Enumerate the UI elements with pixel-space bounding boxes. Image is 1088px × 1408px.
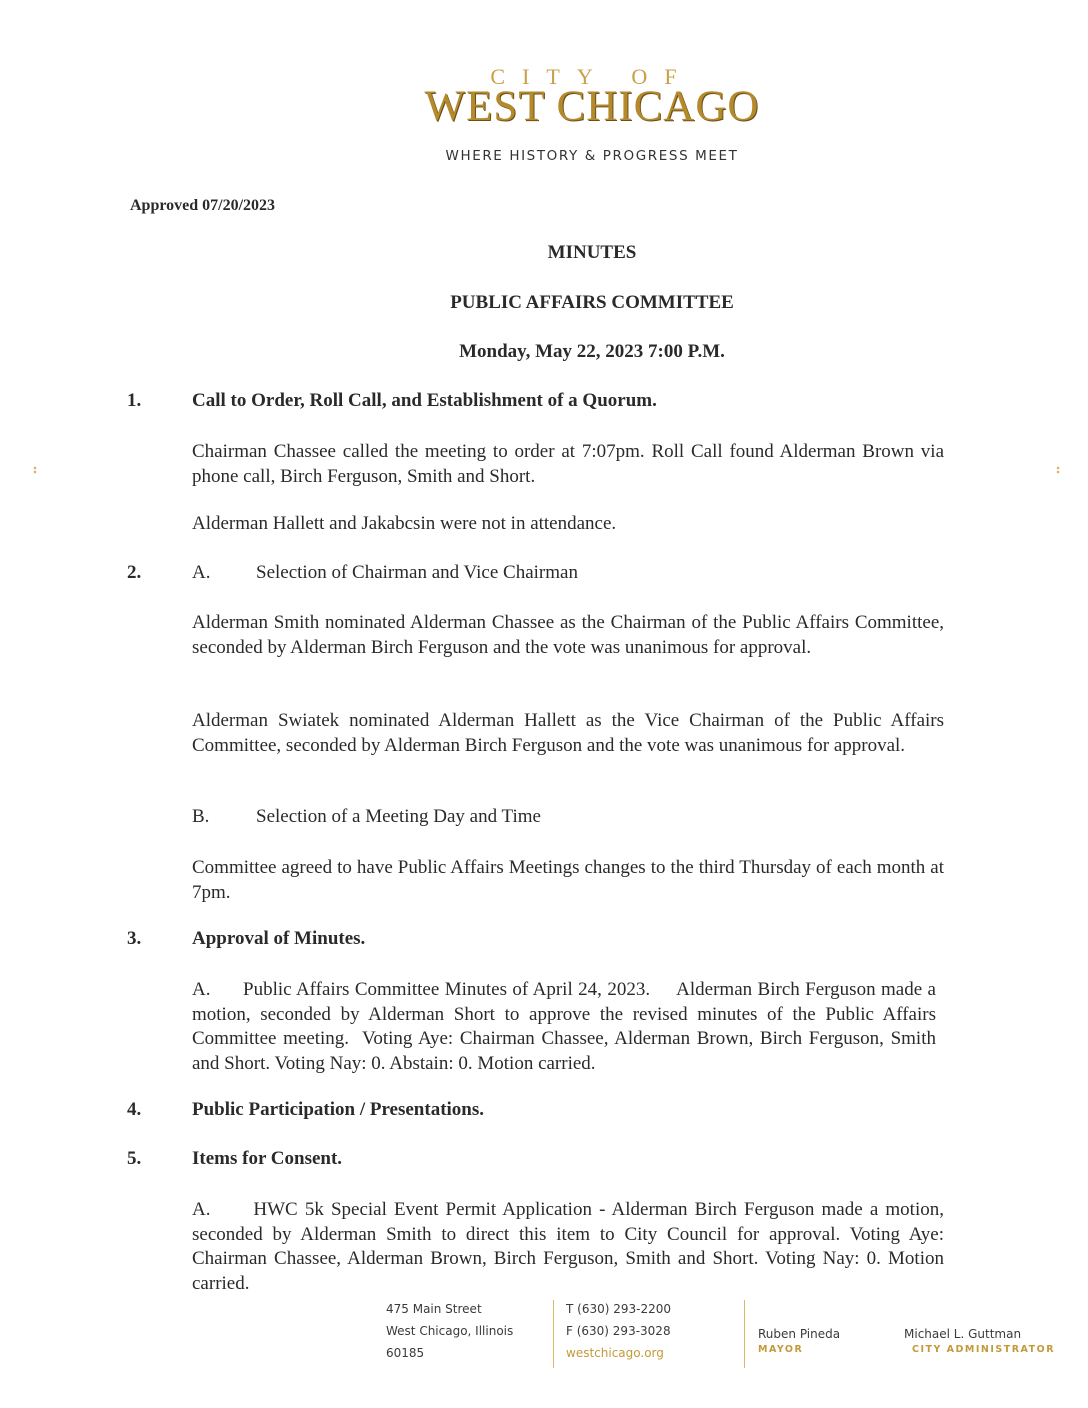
committee-name: PUBLIC AFFAIRS COMMITTEE: [450, 292, 734, 313]
approval-date: Approved 07/20/2023: [130, 197, 276, 214]
margin-marker-right: [1056, 466, 1060, 474]
letterhead-city-of: CITY OF: [490, 64, 694, 89]
section-5-number: 5.: [127, 1148, 142, 1169]
section-2a-paragraph: Alderman Smith nominated Alderman Chassee as the Chairman of the Public Affairs Committee, seconded by Alderman Birch Ferguson and the vote was unanimous for approval.: [192, 612, 944, 658]
footer-address: [386, 1298, 513, 1364]
section-1-paragraph: Alderman Hallett and Jakabcsin were not in attendance.: [192, 513, 617, 534]
section-3-heading: Approval of Minutes.: [192, 928, 366, 949]
footer-mayor: [758, 1326, 840, 1358]
administrator-name: Michael L. Guttman: [904, 1327, 1022, 1341]
administrator-title: CITY ADMINISTRATOR: [912, 1344, 1056, 1355]
footer-city: West Chicago, Illinois: [386, 1324, 514, 1338]
section-3-number: 3.: [127, 928, 142, 949]
section-1-paragraph: Chairman Chassee called the meeting to order at 7:07pm. Roll Call found Alderman Brown via phone call, Birch Ferguson, Smith and Short.: [192, 441, 944, 487]
letterhead-city-name: WEST CHICAGO: [424, 83, 760, 130]
footer-fax: F (630) 293-3028: [566, 1324, 671, 1338]
mayor-title: MAYOR: [758, 1344, 804, 1355]
section-1-number: 1.: [127, 390, 142, 411]
section-5-heading: Items for Consent.: [192, 1148, 343, 1169]
footer-website-link[interactable]: westchicago.org: [566, 1346, 664, 1360]
section-3-item: A. Public Affairs Committee Minutes of April 24, 2023. Alderman Birch Ferguson made a motion, seconded by Alderman Short to approve the revised minutes of the Public Affairs Committee meeting. Voting Aye: Chairman Chassee, Alderman Brown, Birch Ferguson, Smith and Short. Voting Nay: 0. Abstain: 0. Motion carried.: [192, 979, 941, 1074]
footer-contact: [566, 1298, 671, 1364]
footer-divider: [744, 1300, 745, 1368]
footer-zip: 60185: [386, 1346, 425, 1360]
document-title: MINUTES: [547, 242, 637, 263]
section-5-item: A. HWC 5k Special Event Permit Application - Alderman Birch Ferguson made a motion, seconded by Alderman Smith to direct this item to City Council for approval. Voting Aye: Chairman Chassee, Alderman Brown, Birch Ferguson, Smith and Short. Voting Nay: 0. Motion carried.: [192, 1199, 949, 1294]
section-2a-paragraph: Alderman Swiatek nominated Alderman Hallett as the Vice Chairman of the Public Affairs Committee, seconded by Alderman Birch Ferguson and the vote was unanimous for approval.: [192, 710, 944, 756]
mayor-name: Ruben Pineda: [758, 1327, 841, 1341]
footer-phone: T (630) 293-2200: [566, 1302, 671, 1316]
margin-marker-left: [33, 466, 37, 474]
section-2b-letter: B.: [192, 806, 210, 827]
footer-administrator: [904, 1326, 1055, 1358]
meeting-date: Monday, May 22, 2023 7:00 P.M.: [459, 341, 725, 362]
section-2b-paragraph: Committee agreed to have Public Affairs Meetings changes to the third Thursday of each month at 7pm.: [192, 857, 944, 903]
section-2b-title: Selection of a Meeting Day and Time: [256, 806, 541, 827]
section-4-number: 4.: [127, 1099, 142, 1120]
section-2a-letter: A.: [192, 562, 211, 583]
footer-divider: [553, 1300, 554, 1368]
letterhead-tagline: WHERE HISTORY & PROGRESS MEET: [445, 148, 739, 164]
section-1-heading: Call to Order, Roll Call, and Establishment of a Quorum.: [192, 390, 657, 411]
footer-street: 475 Main Street: [386, 1302, 482, 1316]
section-2a-title: Selection of Chairman and Vice Chairman: [256, 562, 578, 583]
section-2-number: 2.: [127, 562, 142, 583]
section-4-heading: Public Participation / Presentations.: [192, 1099, 485, 1120]
